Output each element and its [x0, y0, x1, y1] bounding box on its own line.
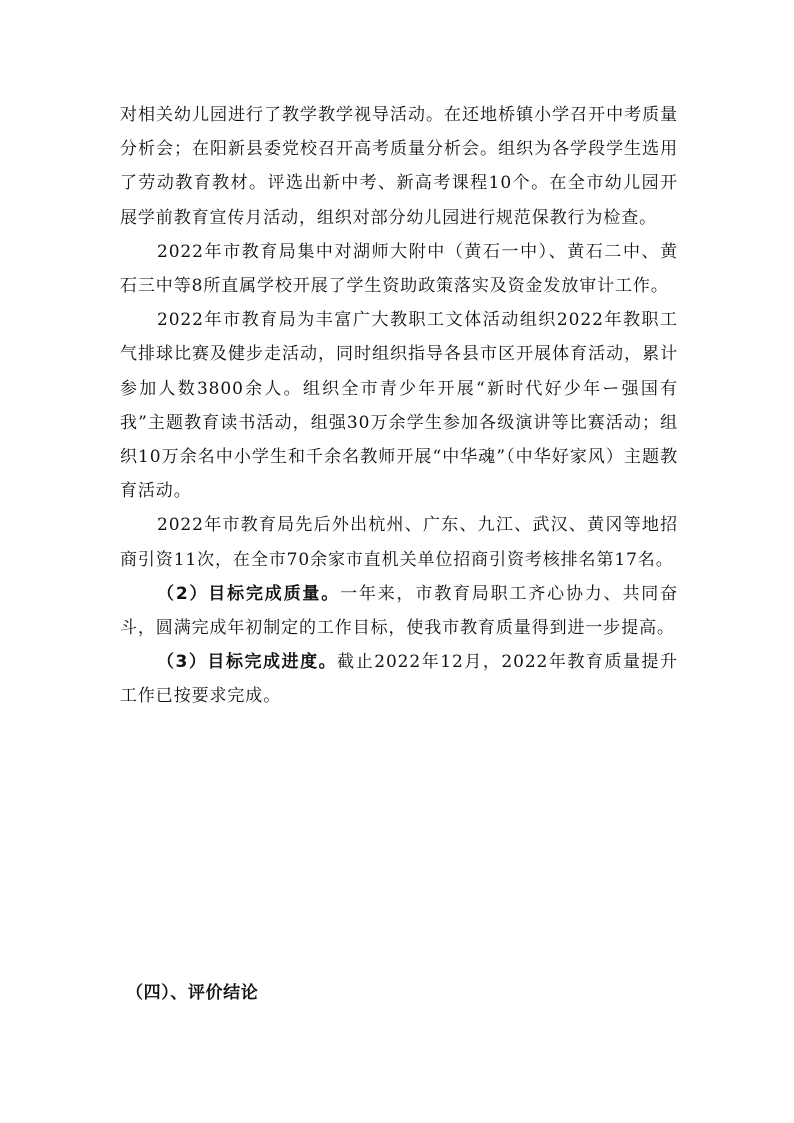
quality-text: 一年来，市教育局职工齐心协力、共同奋斗，圆满完成年初制定的工作目标，使我市教育质量得到进一步提高。 — [120, 583, 678, 639]
paragraph-3-text: 2022年市教育局为丰富广大教职工文体活动组织2022年教职工气排球比赛及健步走活动，同时组织指导各县市区开展体育活动，累计参加人数3800余人。组织全市青少年开展“新时代好少年ー强国有我”主题教育读书活动，组强30万余学生参加各级演讲等比赛活动；组织10万余名中小学生和千余名教师开展“中华魂”（中华好家风）主题教育活动。 — [120, 310, 678, 502]
section-heading: （四）、评价结论 — [126, 983, 259, 1003]
paragraph-2 — [120, 235, 678, 303]
progress-text: 截止2022年12月，2022年教育质量提升工作已按要求完成。 — [120, 652, 678, 707]
paragraph-3 — [120, 303, 678, 508]
progress-lead: （3）目标完成进度。 — [157, 652, 338, 673]
paragraph-progress — [120, 645, 678, 713]
paragraph-quality — [120, 577, 678, 645]
quality-lead: （2）目标完成质量。 — [157, 583, 341, 604]
paragraph-4-text: 2022年市教育局先后外出杭州、广东、九江、武汉、黄冈等地招商引资11次，在全市70余家市直机关单位招商引资考核排名第17名。 — [120, 515, 678, 570]
paragraph-2-text: 2022年市教育局集中对湖师大附中（黄石一中）、黄石二中、黄石三中等8所直属学校开展了学生资助政策落实及资金发放审计工作。 — [120, 241, 678, 297]
document-body — [120, 98, 678, 714]
paragraph-1 — [120, 98, 678, 235]
paragraph-1-text: 对相关幼儿园进行了教学教学视导活动。在还地桥镇小学召开中考质量分析会；在阳新县委党校召开高考质量分析会。组织为各学段学生选用了劳动教育教材。评选出新中考、新高考课程10个。在全市幼儿园开展学前教育宣传月活动，组织对部分幼儿园进行规范保教行为检查。 — [120, 105, 678, 228]
paragraph-4 — [120, 508, 678, 576]
